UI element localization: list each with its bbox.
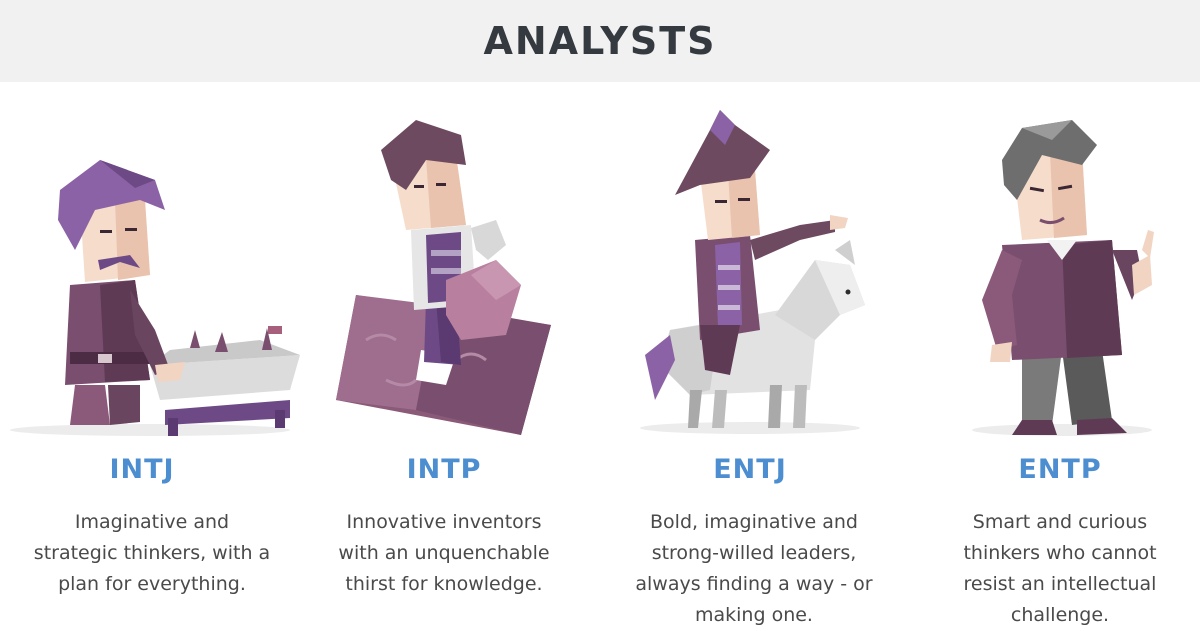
type-description: Bold, imaginative and strong-willed leaders, always finding a way - or making one. — [635, 511, 873, 626]
section-title: ANALYSTS — [483, 19, 717, 63]
type-code: ENTJ — [713, 454, 787, 485]
intp-puzzle-illustration — [296, 100, 596, 440]
type-code: INTP — [406, 454, 482, 485]
section-header — [0, 0, 1200, 82]
type-code: INTJ — [109, 454, 175, 485]
card-entj[interactable] — [600, 82, 900, 630]
entp-debater-illustration — [912, 100, 1200, 440]
type-code: ENTP — [1018, 454, 1102, 485]
intj-chess-illustration — [0, 100, 300, 440]
type-description: Smart and curious thinkers who cannot resist an intellectual challenge. — [963, 511, 1157, 626]
personality-cards — [0, 82, 1200, 630]
entj-horse-illustration — [600, 100, 900, 440]
card-intp[interactable] — [296, 82, 596, 630]
card-entp[interactable] — [912, 82, 1200, 630]
type-description: Imaginative and strategic thinkers, with a plan for everything. — [33, 511, 271, 595]
card-intj[interactable] — [0, 82, 300, 630]
type-description: Innovative inventors with an unquenchable thirst for knowledge. — [338, 511, 550, 595]
